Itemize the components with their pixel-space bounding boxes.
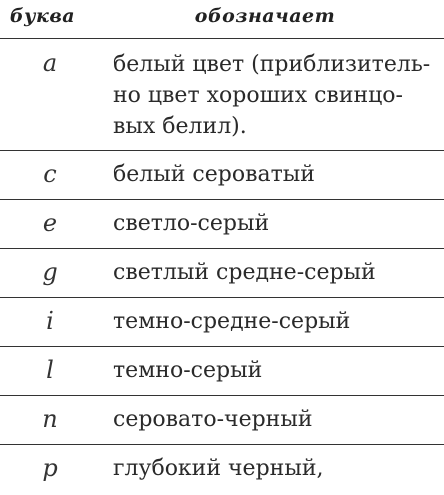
row-meaning-line: вых белил). [113, 114, 247, 139]
row-meaning [113, 257, 433, 288]
table-row [0, 39, 444, 151]
row-meaning [113, 355, 433, 386]
row-letter: i [46, 307, 54, 335]
row-meaning-line: серовато-черный [113, 407, 313, 432]
row-meaning [113, 306, 433, 337]
header-meaning: обозначает [194, 5, 336, 27]
row-meaning [113, 453, 433, 484]
row-letter: l [46, 356, 54, 384]
row-letter: c [43, 160, 57, 188]
row-meaning-line: но цвет хороших свинцо- [113, 83, 403, 108]
row-letter: g [42, 258, 58, 286]
table-row [0, 200, 444, 249]
row-meaning-line: белый цвет (приблизитель- [113, 52, 431, 77]
row-meaning-line: светлый средне-серый [113, 260, 376, 285]
row-meaning [113, 159, 433, 190]
table-row [0, 445, 444, 495]
table-row [0, 151, 444, 200]
row-meaning-line: темно-серый [113, 358, 263, 383]
table-header [0, 0, 444, 39]
row-meaning [113, 208, 433, 239]
table-row [0, 347, 444, 396]
row-letter: a [42, 49, 58, 77]
row-meaning-line: белый сероватый [113, 162, 315, 187]
row-meaning-line: светло-серый [113, 211, 270, 236]
header-letter: буква [9, 5, 76, 27]
table-row [0, 249, 444, 298]
table-row [0, 396, 444, 445]
row-meaning-line: темно-средне-серый [113, 309, 351, 334]
row-meaning-line: глубокий черный, [113, 456, 324, 481]
row-meaning [113, 404, 433, 435]
row-meaning [113, 49, 433, 142]
row-letter: p [42, 454, 58, 482]
row-letter: e [42, 209, 58, 237]
table-row [0, 298, 444, 347]
row-letter: n [42, 405, 58, 433]
